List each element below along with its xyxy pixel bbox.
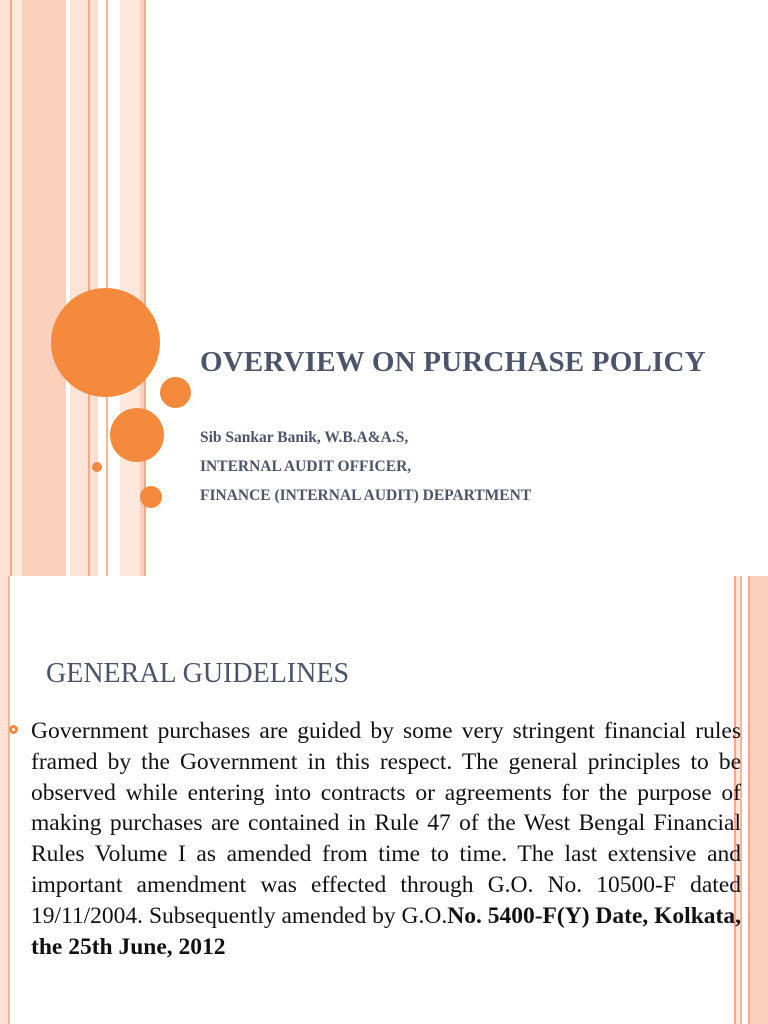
paragraph-bold-reference: No. 5400-F(Y) Date, Kolkata, the 25th June, 2012 [31,902,741,960]
decor-circle-small [140,486,162,508]
paragraph-text: Government purchases are guided by some very stringent financial rules framed by the Government in this respect. The general principles to be observed while entering into contracts or agreements for the purpose of making purchases are contained in Rule 47 of the West Bengal Financial Rules Volume I as amended from time to time. The last extensive and important amendment was effected through G.O. No. 10500-F dated 19/11/2004. Subsequently amended by G.O. [31,718,741,929]
decor-circle-medium [110,408,164,462]
decor-stripe [8,576,10,1024]
decor-circle-small [160,377,191,408]
section-heading: GENERAL GUIDELINES [46,658,350,689]
decor-stripe [120,0,140,576]
bullet-ring-icon [9,725,18,734]
decor-stripe [750,576,768,1024]
decor-stripe [0,0,10,576]
decor-stripe [22,0,66,576]
author-department: FINANCE (INTERNAL AUDIT) DEPARTMENT [200,487,532,504]
author-designation: INTERNAL AUDIT OFFICER, [200,458,412,475]
author-name: Sib Sankar Banik, W.B.A&A.S, [200,429,409,446]
decor-stripe [0,576,8,1024]
decor-stripe [12,0,22,576]
decor-circle-tiny [92,462,102,472]
slide-title: OVERVIEW ON PURCHASE POLICY [200,346,706,378]
decor-stripe [70,0,88,576]
decor-circle-large [51,288,160,397]
guidelines-paragraph [31,716,741,962]
